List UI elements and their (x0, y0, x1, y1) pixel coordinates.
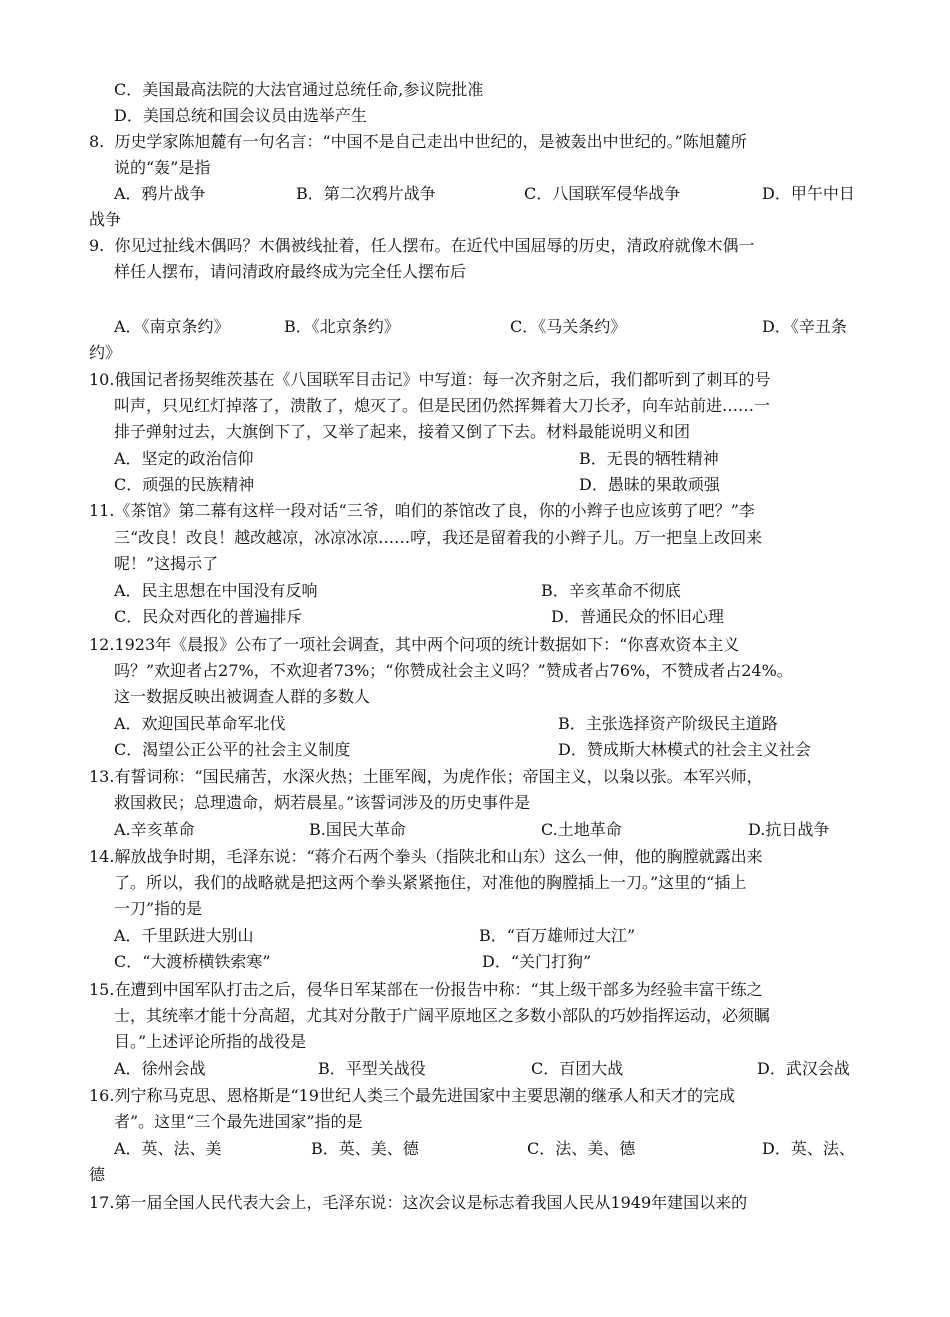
text-line-l25b: D．赞成斯大林模式的社会主义社会 (558, 740, 811, 759)
text-line-l28a: A.辛亥革命 (114, 820, 195, 839)
text-line-l40a: A．英、法、美 (114, 1139, 222, 1158)
text-line-l40b: B．英、美、德 (311, 1139, 419, 1158)
text-line-l16: 11.《茶馆》第二幕有这样一段对话“三爷，咱们的茶馆改了良，你的小辫子也应该剪了吧？”李 (89, 501, 755, 520)
text-line-l09a: A．《南京条约》 (114, 317, 230, 336)
text-line-l37b: B．平型关战役 (318, 1059, 426, 1078)
text-line-l21: 12.1923年《晨报》公布了一项社会调查，其中两个问项的统计数据如下：“你喜欢资本主义 (89, 635, 740, 654)
text-line-l28d: D.抗日战争 (748, 820, 830, 839)
text-line-l11: 10.俄国记者扬契维茨基在《八国联军目击记》中写道：每一次齐射之后，我们都听到了刺耳的号 (89, 370, 771, 389)
text-line-l05d: D．甲午中日 (762, 184, 855, 203)
text-line-l39: 者”。这里“三个最先进国家”指的是 (114, 1112, 363, 1131)
text-line-l31: 一刀”指的是 (114, 899, 203, 918)
text-line-l41: 德 (89, 1165, 106, 1184)
text-line-l22: 吗？”欢迎者占27%，不欢迎者73%；“你赞成社会主义吗？”赞成者占76%，不赞成者占24%。 (114, 661, 793, 680)
text-line-l37c: C．百团大战 (531, 1059, 624, 1078)
text-line-l40c: C．法、美、德 (527, 1139, 636, 1158)
text-line-l14b: B．无畏的牺牲精神 (579, 449, 719, 468)
text-line-l33b: D．“关门打狗” (482, 952, 592, 971)
text-line-l29: 14.解放战争时期，毛泽东说：“蒋介石两个拳头（指陕北和山东）这么一伸，他的胸膛就露出来 (89, 847, 763, 866)
text-line-l20b: D．普通民众的怀旧心理 (551, 607, 724, 626)
text-line-l37d: D．武汉会战 (757, 1059, 850, 1078)
text-line-l06: 战争 (89, 210, 122, 229)
text-line-l37a: A．徐州会战 (114, 1059, 206, 1078)
text-line-l35: 士，其统率才能十分高超，尤其对分散于广阔平原地区之多数小部队的巧妙指挥运动，必须瞩 (114, 1006, 771, 1025)
text-line-l40d: D．英、法、 (762, 1139, 855, 1158)
text-line-l13: 排子弹射过去，大旗倒下了，又举了起来，接着又倒了下去。材料最能说明义和团 (114, 422, 691, 441)
text-line-l26: 13.有誓词称：“国民痛苦，水深火热；土匪军阀，为虎作伥；帝国主义，以枭以张。本军兴师， (89, 767, 763, 786)
text-line-l05b: B．第二次鸦片战争 (296, 184, 436, 203)
text-line-l15a: C．顽强的民族精神 (114, 475, 255, 494)
text-line-l09d: D．《辛丑条 (762, 317, 847, 336)
text-line-l02: D．美国总统和国会议员由选举产生 (114, 106, 367, 125)
text-line-l23: 这一数据反映出被调查人群的多数人 (114, 687, 371, 706)
text-line-l07: 9. 你见过扯线木偶吗？木偶被线扯着，任人摆布。在近代中国屈辱的历史，清政府就像木偶一 (89, 236, 755, 255)
text-line-l30: 了。所以，我们的战略就是把这两个拳头紧紧拖住，对准他的胸膛插上一刀。”这里的“插上 (114, 873, 747, 892)
text-line-l38: 16.列宁称马克思、恩格斯是“19世纪人类三个最先进国家中主要思潮的继承人和天才的完成 (89, 1086, 735, 1105)
text-line-l09c: C．《马关条约》 (510, 317, 627, 336)
text-line-l09b: B．《北京条约》 (284, 317, 400, 336)
text-line-l32b: B．“百万雄师过大江” (479, 926, 636, 945)
text-line-l05a: A．鸦片战争 (114, 184, 206, 203)
text-line-l08: 样任人摆布，请问清政府最终成为完全任人摆布后 (114, 262, 467, 281)
text-line-l24b: B．主张选择资产阶级民主道路 (558, 714, 778, 733)
text-line-l14a: A．坚定的政治信仰 (114, 449, 254, 468)
text-line-l34: 15.在遭到中国军队打击之后，侵华日军某部在一份报告中称：“其上级干部多为经验丰富干练之 (89, 980, 763, 999)
text-line-l03: 8. 历史学家陈旭麓有一句名言：“中国不是自己走出中世纪的，是被轰出中世纪的。”陈旭麓所 (89, 132, 747, 151)
text-line-l28b: B.国民大革命 (309, 820, 406, 839)
text-line-l28c: C.土地革命 (541, 820, 622, 839)
text-line-l33a: C．“大渡桥横铁索寒” (114, 952, 271, 971)
text-line-l20a: C．民众对西化的普遍排斥 (114, 607, 303, 626)
text-line-l18: 呢！”这揭示了 (114, 554, 219, 573)
text-line-l42: 17.第一届全国人民代表大会上，毛泽东说：这次会议是标志着我国人民从1949年建国以来的 (89, 1193, 748, 1212)
text-line-l36: 目。”上述评论所指的战役是 (114, 1032, 307, 1051)
text-line-l19b: B．辛亥革命不彻底 (541, 581, 681, 600)
text-line-l05c: C．八国联军侵华战争 (524, 184, 681, 203)
text-line-l10: 约》 (89, 343, 122, 362)
text-line-l24a: A．欢迎国民革命军北伐 (114, 714, 286, 733)
text-line-l19a: A．民主思想在中国没有反响 (114, 581, 318, 600)
text-line-l01: C．美国最高法院的大法官通过总统任命,参议院批准 (114, 80, 484, 99)
text-line-l15b: D．愚昧的果敢顽强 (579, 475, 720, 494)
text-line-l32a: A．千里跃进大别山 (114, 926, 254, 945)
text-line-l12: 叫声，只见红灯掉落了，溃散了，熄灭了。但是民团仍然挥舞着大刀长矛，向车站前进……一 (114, 396, 771, 415)
text-line-l04: 说的“轰”是指 (114, 158, 211, 177)
text-line-l17: 三“改良！改良！越改越凉，冰凉冰凉……哼，我还是留着我的小辫子儿。万一把皇上改回来 (114, 528, 763, 547)
text-line-l27: 救国救民；总理遗命，炳若晨星。”该誓词涉及的历史事件是 (114, 793, 531, 812)
text-line-l25a: C．渴望公正公平的社会主义制度 (114, 740, 351, 759)
